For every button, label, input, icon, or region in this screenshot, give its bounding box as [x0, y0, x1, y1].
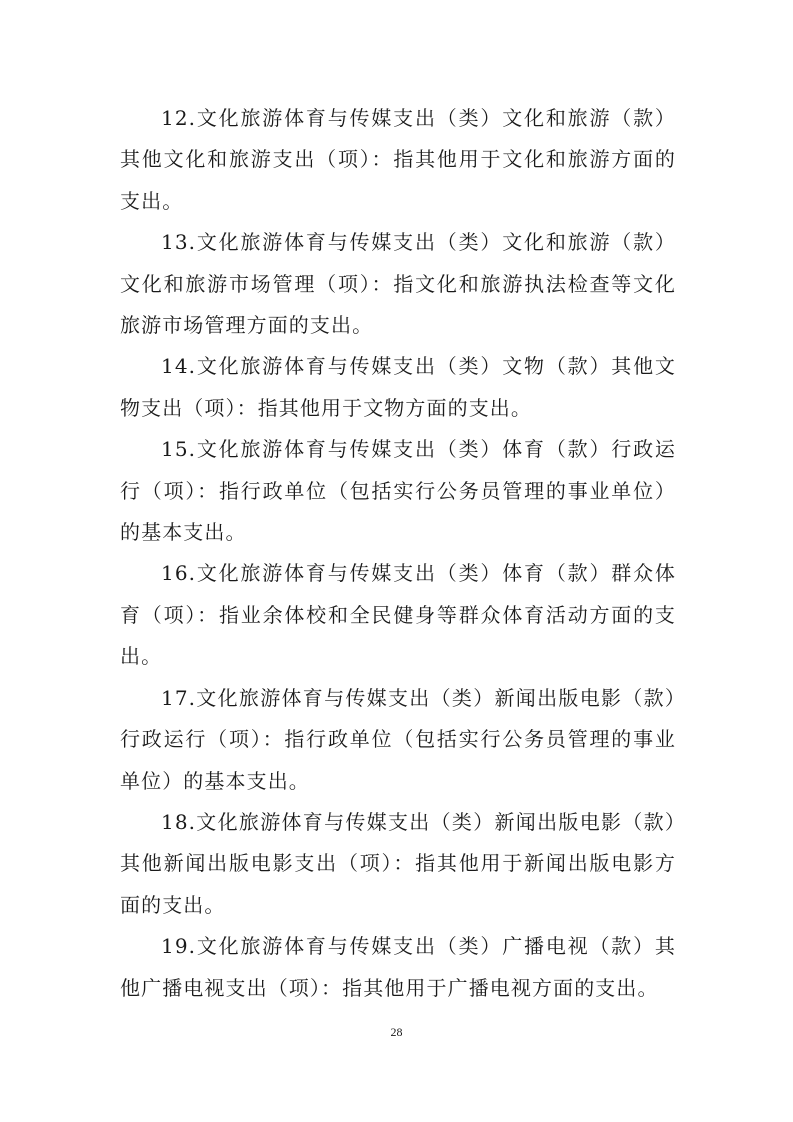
paragraph-item-13: 13.文化旅游体育与传媒支出（类）文化和旅游（款）文化和旅游市场管理（项）：指文化和旅游执法检查等文化旅游市场管理方面的支出。 — [120, 230, 676, 338]
paragraph-item-12: 12.文化旅游体育与传媒支出（类）文化和旅游（款）其他文化和旅游支出（项）：指其他用于文化和旅游方面的支出。 — [120, 106, 676, 213]
page-number: 28 — [390, 1025, 403, 1039]
paragraph-item-18: 18.文化旅游体育与传媒支出（类）新闻出版电影（款）其他新闻出版电影支出（项）：指其他用于新闻出版电影方面的支出。 — [120, 809, 676, 917]
paragraph-item-19: 19.文化旅游体育与传媒支出（类）广播电视（款）其他广播电视支出（项）：指其他用于广播电视方面的支出。 — [120, 934, 676, 1000]
paragraph-item-16: 16.文化旅游体育与传媒支出（类）体育（款）群众体育（项）：指业余体校和全民健身等群众体育活动方面的支出。 — [120, 561, 676, 669]
paragraph-item-14: 14.文化旅游体育与传媒支出（类）文物（款）其他文物支出（项）：指其他用于文物方面的支出。 — [120, 354, 676, 420]
document-body — [120, 98, 676, 1009]
paragraph-item-17: 17.文化旅游体育与传媒支出（类）新闻出版电影（款）行政运行（项）：指行政单位（包括实行公务员管理的事业单位）的基本支出。 — [120, 685, 676, 793]
paragraph-item-15: 15.文化旅游体育与传媒支出（类）体育（款）行政运行（项）：指行政单位（包括实行公务员管理的事业单位）的基本支出。 — [120, 437, 676, 545]
